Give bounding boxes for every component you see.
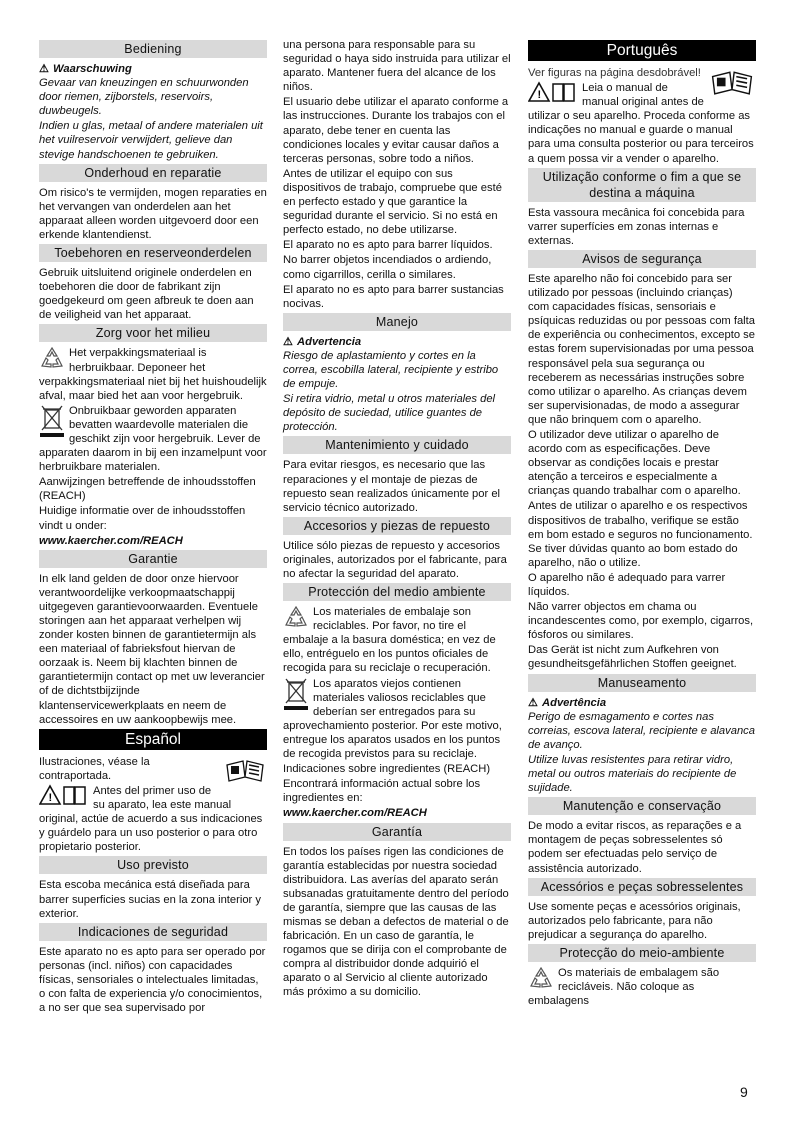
language-heading-espanol: Español	[39, 729, 267, 750]
warning-heading: ⚠ Waarschuwing	[39, 63, 132, 75]
paragraph: Ilustraciones, véase la contraportada.	[39, 755, 267, 783]
section-heading-mantenimiento: Mantenimiento y cuidado	[283, 436, 511, 454]
paragraph: Het verpakkingsmateriaal is herbruikbaar. Deponeer het verpakkingsmateriaal niet bij het huishoudelijk afval, maar bied het aan voor hergebruik.	[39, 347, 267, 402]
recycle-icon	[39, 346, 65, 370]
paragraph: Gebruik uitsluitend originele onderdelen en toebehoren die door de fabrikant zijn goedgekeurd om geen afbreuk te doen aan de veiligheid van het apparaat.	[39, 267, 254, 322]
warning-text: Riesgo de aplastamiento y cortes en la correa, escobilla lateral, recipiente y estribo de empuje.	[283, 349, 499, 391]
section-heading-accesorios: Accesorios y piezas de repuesto	[283, 517, 511, 535]
paragraph: El aparato no es apto para barrer líquidos.	[283, 239, 493, 252]
paragraph: Este aparelho não foi concebido para ser utilizado por pessoas (incluindo crianças) com capacidades físicas, sensoriais e psíquicas reduzidas ou por pessoas com falta de experiência ou conhecimentos, excepto se estas forem supervisionadas por uma pessoa responsável pela sua segurança ou receberem as necessárias instruções sobre como utilizar o aparelho. As crianças devem ser supervisionadas, de modo a assegurar que não brinquem com o aparelho.	[528, 272, 756, 426]
column-dutch	[39, 38, 267, 1016]
section-heading-utilizacao: Utilização conforme o fim a que se destina a máquina	[528, 168, 756, 202]
section-heading-proteccion: Protección del medio ambiente	[283, 583, 511, 601]
section-heading-milieu: Zorg voor het milieu	[39, 324, 267, 342]
section-heading-acessorios: Acessórios e peças sobresselentes	[528, 878, 756, 896]
paragraph: Encontrará información actual sobre los ingredientes en:	[283, 778, 481, 805]
section-heading-manejo: Manejo	[283, 313, 511, 331]
paragraph: Antes de utilizar el equipo con sus dispositivos de trabajo, compruebe que esté en perfecto estado y que garantice la seguridad durante el servicio. Si no está en perfecto estado, no debe utilizarse.	[283, 167, 502, 237]
paragraph: El aparato no es apto para barrer sustancias nocivas.	[283, 283, 504, 310]
section-heading-onderhoud: Onderhoud en reparatie	[39, 164, 267, 182]
warning-manual-icon	[39, 784, 89, 806]
warning-manual-icon	[528, 81, 578, 103]
fold-out-book-icon	[223, 757, 267, 783]
paragraph: En todos los países rigen las condiciones de garantía establecidas por nuestra sociedad distribuidora. Las averías del aparato serán subsanadas gratuitamente dentro del período de garantía, siempre que las causas de las mismas se deban a defectos de material o de fabricación. En un caso de garantía, le rogamos que se dirija con el comprobante de compra al distribuidor donde adquirió el aparato o al Servicio al cliente autorizado más próximo a su domicilio.	[283, 845, 509, 999]
section-heading-bediening: Bediening	[39, 40, 267, 58]
paragraph: El usuario debe utilizar el aparato conforme a las instrucciones. Durante los trabajos con el aparato, debe tener en cuenta las condiciones locales y evitar causar daños a terceras personas, sobre todo a niños.	[283, 96, 509, 165]
paragraph: Os materiais de embalagem são recicláveis. Não coloque as embalagens	[528, 966, 720, 1008]
paragraph: In elk land gelden de door onze hiervoor verantwoordelijke verkoopmaatschappij uitgegeven garantievoorwaarden. Eventuele storingen aan het apparaat verhelpen wij zonder kosten binnen de garantietermijn als een materiaal of fabrieksfout hiervan de oorzaak is. Neem bij klachten binnen de garantietermijn contact op met uw leverancier of de dichtstbijzijnde klantenservicewerkplaats en neem de accessoires en uw aankoopbewijs mee.	[39, 572, 265, 726]
reach-link[interactable]: www.kaercher.com/REACH	[39, 534, 183, 547]
column-portuguese	[528, 38, 756, 1009]
warning-triangle-icon: ⚠	[39, 63, 50, 75]
warning-heading: ⚠ Advertência	[528, 696, 607, 709]
paragraph: Não varrer objectos em chama ou incandescentes como, por exemplo, cigarros, fósforos ou similares.	[528, 601, 754, 642]
warning-text: Perigo de esmagamento e cortes nas correias, escova lateral, recipiente e alavanca de avanço.	[528, 710, 755, 751]
warning-text: Gevaar van kneuzingen en schuurwonden door riemen, zijborstels, reservoirs, duwbeugels.	[39, 77, 249, 118]
paragraph: No barrer objetos incendiados o ardiendo, como cigarrillos, cerilla o similares.	[283, 254, 492, 281]
section-heading-garantia: Garantía	[283, 823, 511, 841]
paragraph: Om risico's te vermijden, mogen reparaties en het vervangen van onderdelen aan het apparaat alleen worden uitgevoerd door een erkende klantendienst.	[39, 186, 267, 241]
crossed-bin-icon	[39, 404, 65, 438]
warning-text: Indien u glas, metaal of andere materialen uit het vuilreservoir verwijdert, gelieve dan stevige handschoenen te gebruiken.	[39, 120, 263, 161]
warning-text: Si retira vidrio, metal u otros materiales del depósito de suciedad, utilice guantes de protección.	[283, 393, 496, 434]
paragraph: Esta escoba mecánica está diseñada para barrer superficies sucias en la zona interior y exterior.	[39, 879, 261, 920]
svg-text:!: !	[48, 791, 53, 804]
svg-text:!: !	[537, 89, 542, 102]
warning-text: Utilize luvas resistentes para retirar vidro, metal ou outros materiais do recipiente de sujidade.	[528, 753, 737, 795]
paragraph: Este aparato no es apto para ser operado por personas (incl. niños) con capacidades físicas, sensoriales o intelectuales limitadas, o con falta de experiencia y/o conocimientos, a no ser que sea supervisado por	[39, 945, 266, 1015]
page-number: 9	[740, 1084, 748, 1100]
paragraph: Los materiales de embalaje son reciclables. Por favor, no tire el embalaje a la basura doméstica; en vez de ello, entréguelo en los puntos oficiales de recogida para su reciclaje o recuperación.	[283, 606, 496, 675]
section-heading-proteccao: Protecção do meio-ambiente	[528, 944, 756, 962]
paragraph: Esta vassoura mecânica foi concebida para varrer superfícies em zonas internas e externas.	[528, 206, 745, 247]
paragraph: Antes de utilizar o aparelho e os respectivos dispositivos de trabalho, verifique se estão em bom estado e seguros no funcionamento. Se tiver dúvidas quanto ao bom estado do aparelho, não o utilize.	[528, 500, 753, 569]
paragraph: Use somente peças e acessórios originais, autorizados pelo fabricante, para não prejudicar a segurança do aparelho.	[528, 900, 741, 941]
recycle-icon	[528, 966, 554, 990]
warning-triangle-icon: ⚠	[528, 696, 539, 709]
paragraph: De modo a evitar riscos, as reparações e a montagem de peças sobresselentes só podem ser efectuadas pelo serviço de assistência autorizado.	[528, 820, 742, 875]
paragraph: O utilizador deve utilizar o aparelho de acordo com as especificações. Deve observar as condições locais e prestar atenção a terceiros e especialmente a crianças quando trabalhar com o aparelho.	[528, 428, 741, 498]
paragraph: Ver figuras na página desdobrável!	[528, 66, 756, 80]
paragraph: Utilice sólo piezas de repuesto y accesorios originales, autorizados por el fabricante, para no afectar la seguridad del aparato.	[283, 539, 507, 580]
paragraph: Das Gerät ist nicht zum Aufkehren von gesundheitsgefährlichen Stoffen geeignet.	[528, 644, 737, 671]
language-heading-portugues: Português	[528, 40, 756, 61]
paragraph: ! Leia o manual de manual original antes de utilizar o seu aparelho. Proceda conforme as indicações no manual e guarde o manual para uma consulta posterior ou para terceiros a quem possa vir a vender o aparelho.	[528, 82, 754, 165]
paragraph: ! Antes del primer uso de su aparato, lea este manual original, actúe de acuerdo a sus indicaciones y guárdelo para un uso posterior o para otro propietario posterior.	[39, 784, 263, 854]
warning-triangle-icon: ⚠	[283, 335, 294, 348]
paragraph: Los aparatos viejos contienen materiales valiosos reciclables que deberían ser entregados para su aprovechamiento posterior. Por este motivo, entregue los aparatos usados en los puntos de recogida previstos para su reciclaje.	[283, 677, 502, 761]
warning-heading: ⚠ Advertencia	[283, 335, 362, 348]
section-heading-manuseamento: Manuseamento	[528, 674, 756, 692]
paragraph: una persona para responsable para su seguridad o haya sido instruida para utilizar el aparato. Mantener fuera del alcance de los niños.	[283, 39, 511, 94]
section-heading-uso: Uso previsto	[39, 856, 267, 874]
paragraph: Indicaciones sobre ingredientes (REACH)	[283, 763, 491, 776]
column-spanish	[283, 38, 511, 1001]
paragraph: Aanwijzingen betreffende de inhoudsstoffen (REACH)	[39, 476, 256, 503]
crossed-bin-icon	[283, 677, 309, 711]
reach-link[interactable]: www.kaercher.com/REACH	[283, 807, 427, 820]
recycle-icon	[283, 605, 309, 629]
section-heading-manutencao: Manutenção e conservação	[528, 797, 756, 815]
section-heading-seguridad: Indicaciones de seguridad	[39, 923, 267, 941]
paragraph: Onbruikbaar geworden apparaten bevatten waardevolle materialen die geschikt zijn voor hergebruik. Lever de apparaten daarom in bij een inzamelpunt voor herbruikbare materialen.	[39, 404, 267, 474]
section-heading-garantie: Garantie	[39, 550, 267, 568]
fold-out-book-icon	[708, 68, 756, 96]
paragraph: Huidige informatie over de inhoudsstoffen vindt u onder:	[39, 505, 246, 532]
paragraph: O aparelho não é adequado para varrer líquidos.	[528, 571, 726, 598]
section-heading-avisos: Avisos de segurança	[528, 250, 756, 268]
section-heading-toebehoren: Toebehoren en reserveonderdelen	[39, 244, 267, 262]
paragraph: Para evitar riesgos, es necesario que las reparaciones y el montaje de piezas de repuesto sean realizados únicamente por el servicio técnico autorizado.	[283, 459, 501, 514]
